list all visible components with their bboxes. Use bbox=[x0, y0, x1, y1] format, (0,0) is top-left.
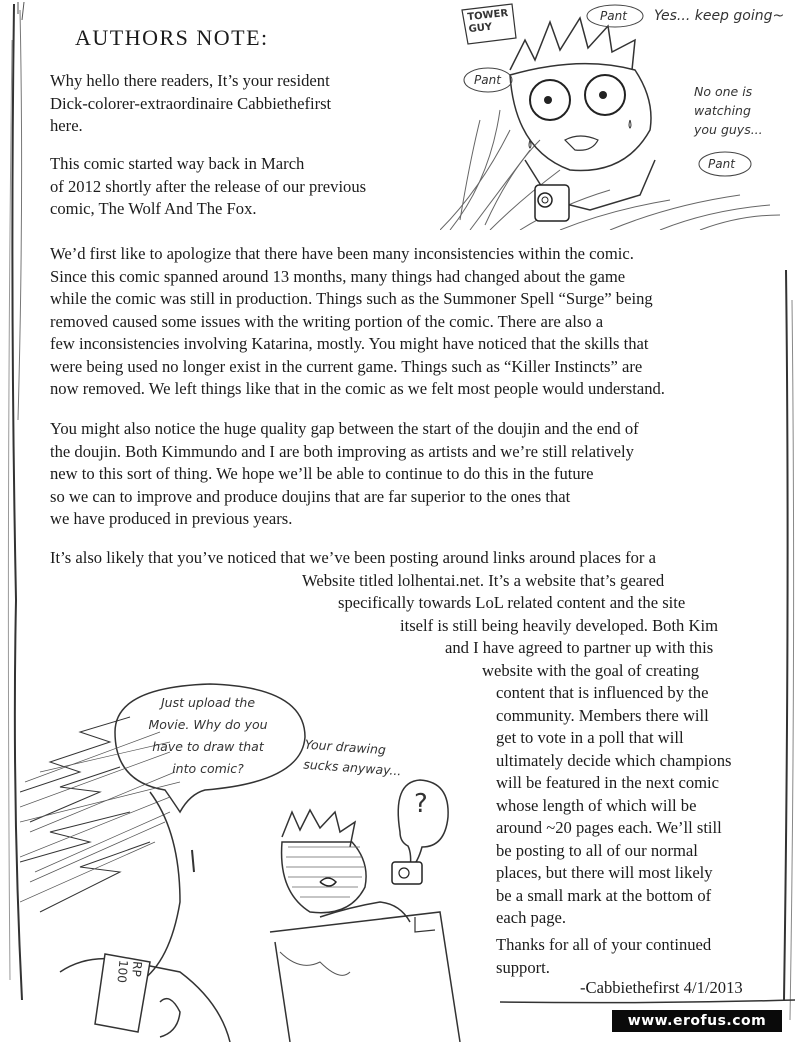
no-one-watching-text: No one is watching you guys... bbox=[694, 84, 763, 137]
pant-text-left: Pant bbox=[474, 73, 501, 87]
book-label-text: RP 100 bbox=[114, 959, 145, 984]
speech-bubble-text: Just upload the Movie. Why do you have to draw that into comic? bbox=[148, 695, 268, 776]
pant-text-top: Pant bbox=[600, 9, 627, 23]
quality-paragraph: You might also notice the huge quality gap between the start of the doujin and the end of the doujin. Both Kimmundo and I are both improving as artists and we’re still relatively new to this sort of thing. We hope we’ll be able to continue to do this in the future so we can to improve and produce doujins that are far superior to the ones that we have produced in previous years. bbox=[50, 419, 639, 528]
keep-going-text: Yes... keep going~ bbox=[654, 8, 785, 24]
drawing-sucks-text: Your drawing sucks anyway... bbox=[302, 736, 402, 779]
tower-guy-sign-text: TOWER GUY bbox=[466, 7, 509, 36]
watermark-link[interactable]: www.erofus.com bbox=[612, 1010, 782, 1032]
signature: -Cabbiethefirst 4/1/2013 bbox=[580, 978, 743, 997]
apology-paragraph: We’d first like to apologize that there have been many inconsistencies within the comic. Since this comic spanned around 13 months, many things had changed about the game while the comic was still in production. Things such as the Summoner Spell “Surge” being removed caused some issues with the writing portion of the comic. There are also a few inconsistencies involving Katarina, mostly. You might have noticed that the skills that were being used no longer exist in the current game. Things such as “Killer Instincts” are now removed. We left things like that in the comic as we felt most people would understand. bbox=[50, 244, 665, 398]
question-mark-text: ? bbox=[414, 789, 428, 819]
intro-paragraph: Why hello there readers, It’s your resident Dick-colorer-extraordinaire Cabbiethefirst here. bbox=[50, 71, 332, 135]
history-paragraph: This comic started way back in March of 2012 shortly after the release of our previous comic, The Wolf And The Fox. bbox=[50, 154, 367, 218]
pant-text-bottom: Pant bbox=[708, 157, 735, 171]
website-paragraph: It’s also likely that you’ve noticed that we’ve been posting around links around places for a Website titled lolhentai.net. It’s a website that’s geared specifically towards LoL related content and the site itself is still being heavily developed. Both Kim and I have agreed to partner up with this website with the goal of creating content that is influenced by the community. Members there will get to vote in a poll that will ultimately decide which champions will be featured in the next comic whose length of which will be around ~20 pages each. We’ll still be posting to all of our normal places, but there will most likely be a small mark at the bottom of each page. bbox=[50, 548, 732, 927]
page-title: AUTHORS NOTE: bbox=[75, 25, 269, 50]
thanks-paragraph: Thanks for all of your continued support. bbox=[496, 935, 712, 977]
